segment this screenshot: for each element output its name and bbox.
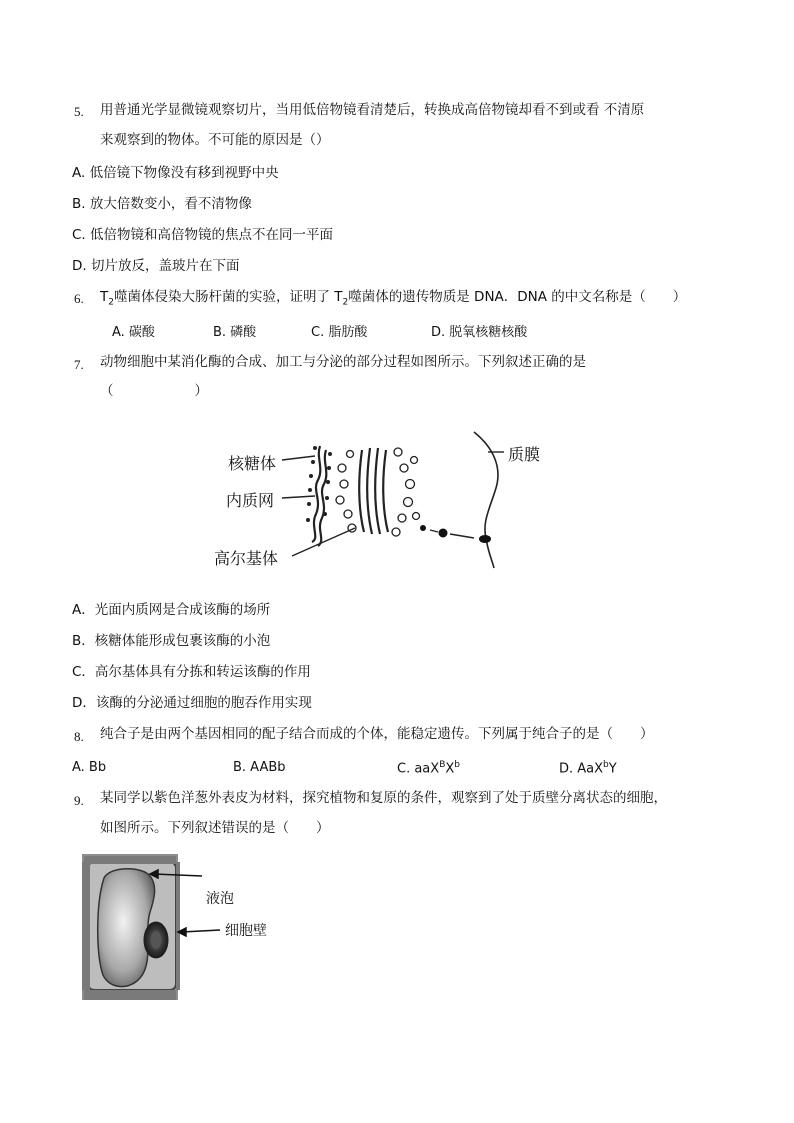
- q6-stem: $T_2$噬菌体侵染大肠杆菌的实验，证明了 $T_2$噬菌体的遗传物质是 DNA．DNA 的中文名称是（ ）: [100, 289, 687, 308]
- q7-stem-line1: 动物细胞中某消化酶的合成、加工与分泌的部分过程如图所示。下列叙述正确的是: [100, 354, 586, 370]
- q5-number: 5.: [74, 104, 84, 119]
- golgi-leader-line: [292, 528, 355, 556]
- q6-option-b: B. 磷酸: [213, 325, 257, 340]
- label-vacuole: 液泡: [206, 891, 234, 907]
- q8-stem: 纯合子是由两个基因相同的配子结合而成的个体，能稳定遗传。下列属于纯合子的是（ ）: [100, 726, 654, 742]
- q9-number: 9.: [74, 793, 84, 808]
- er-leader-line: [282, 496, 315, 498]
- label-endoplasmic-reticulum: 内质网: [226, 491, 275, 510]
- q7-option-c: C．高尔基体具有分拣和转运该酶的作用: [72, 664, 311, 680]
- label-golgi: 高尔基体: [214, 549, 279, 568]
- secretion-arrow: [450, 534, 474, 538]
- label-ribosome: 核糖体: [228, 454, 277, 473]
- q5-option-c: C. 低倍物镜和高倍物镜的焦点不在同一平面: [72, 227, 334, 243]
- q5-stem-line1: 用普通光学显微镜观察切片，当用低倍物镜看清楚后，转换成高倍物镜却看不到或看 不清原: [100, 102, 645, 118]
- label-plasma-membrane: 质膜: [508, 445, 541, 464]
- secretory-vesicles: [420, 525, 491, 543]
- q9-stem-line2: 如图所示。下列叙述错误的是（ ）: [100, 820, 330, 836]
- q6-phage-label-1: $T_2$: [100, 289, 114, 308]
- q5-option-a: A. 低倍镜下物像没有移到视野中央: [72, 165, 279, 181]
- q6-number: 6.: [74, 291, 84, 306]
- q6-option-c: C. 脂肪酸: [311, 325, 368, 340]
- ribosome-leader-line: [282, 456, 315, 460]
- q9-figure: [80, 852, 280, 1002]
- q8-option-c: C. $aaX^BX^b$: [397, 760, 460, 777]
- q8-option-a: A. Bb: [72, 760, 107, 775]
- q7-option-d: D．该酶的分泌通过细胞的胞吞作用实现: [72, 695, 312, 711]
- q7-number: 7.: [74, 357, 84, 372]
- q5-stem-line2: 来观察到的物体。不可能的原因是（）: [100, 132, 330, 148]
- q8-option-d: D. AaX$^b$Y: [559, 760, 617, 777]
- q8-option-b: B. AABb: [233, 760, 286, 775]
- q6-option-d: D. 脱氧核糖核酸: [431, 325, 528, 340]
- q5-option-d: D. 切片放反，盖玻片在下面: [72, 258, 240, 274]
- golgi-stack: [359, 448, 388, 534]
- q5-option-b: B. 放大倍数变小，看不清物像: [72, 196, 252, 212]
- q7-option-a: A．光面内质网是合成该酶的场所: [72, 602, 271, 618]
- q7-option-b: B．核糖体能形成包裹该酶的小泡: [72, 633, 271, 649]
- q6-option-a: A. 碳酸: [112, 325, 155, 340]
- label-cell-wall: 细胞壁: [225, 923, 267, 939]
- q8-number: 8.: [74, 729, 84, 744]
- q9-stem-line1: 某同学以紫色洋葱外表皮为材料，探究植物和复原的条件，观察到了处于质壁分离状态的细胞，: [100, 790, 667, 806]
- q7-stem-line2: （ ）: [100, 383, 208, 399]
- q6-phage-label-2: $T_2$: [334, 289, 349, 308]
- q7-figure: [212, 428, 552, 570]
